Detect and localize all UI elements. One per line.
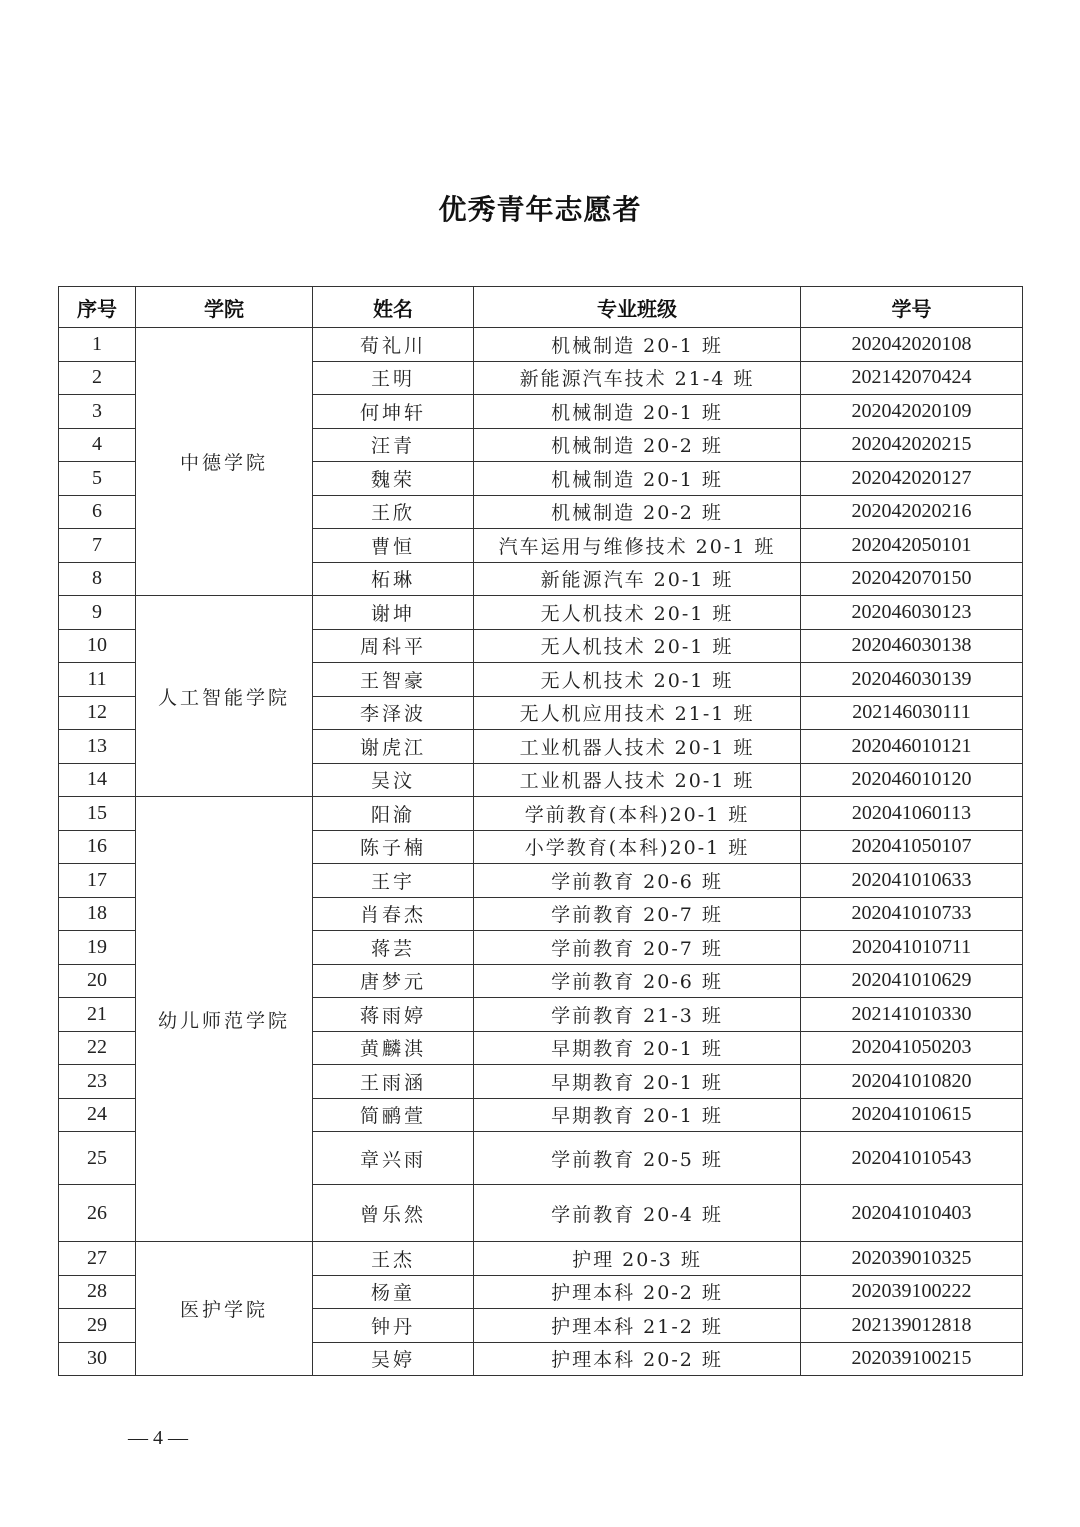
cell-seq: 18 <box>59 897 136 931</box>
cell-college: 中德学院 <box>136 328 313 596</box>
cell-name: 曾乐然 <box>313 1185 474 1242</box>
cell-major: 新能源汽车 20-1 班 <box>474 562 801 596</box>
cell-name: 王杰 <box>313 1242 474 1276</box>
cell-student-id: 202142070424 <box>801 361 1023 395</box>
cell-student-id: 202039010325 <box>801 1242 1023 1276</box>
cell-major: 机械制造 20-2 班 <box>474 495 801 529</box>
cell-name: 简鹂萱 <box>313 1098 474 1132</box>
cell-major: 汽车运用与维修技术 20-1 班 <box>474 529 801 563</box>
cell-major: 工业机器人技术 20-1 班 <box>474 763 801 797</box>
cell-seq: 26 <box>59 1185 136 1242</box>
cell-major: 机械制造 20-1 班 <box>474 328 801 362</box>
cell-student-id: 202041010820 <box>801 1065 1023 1099</box>
cell-major: 无人机技术 20-1 班 <box>474 663 801 697</box>
cell-major: 小学教育(本科)20-1 班 <box>474 830 801 864</box>
cell-name: 魏荣 <box>313 462 474 496</box>
cell-seq: 16 <box>59 830 136 864</box>
cell-name: 肖春杰 <box>313 897 474 931</box>
cell-major: 早期教育 20-1 班 <box>474 1031 801 1065</box>
cell-seq: 20 <box>59 964 136 998</box>
cell-college: 人工智能学院 <box>136 596 313 797</box>
cell-student-id: 202041010733 <box>801 897 1023 931</box>
cell-major: 无人机应用技术 21-1 班 <box>474 696 801 730</box>
cell-student-id: 202039100222 <box>801 1275 1023 1309</box>
cell-seq: 9 <box>59 596 136 630</box>
cell-name: 李泽波 <box>313 696 474 730</box>
cell-student-id: 202146030111 <box>801 696 1023 730</box>
header-seq: 序号 <box>59 287 136 328</box>
cell-name: 周科平 <box>313 629 474 663</box>
table-row <box>59 1242 1023 1276</box>
cell-college: 幼儿师范学院 <box>136 797 313 1242</box>
cell-name: 陈子楠 <box>313 830 474 864</box>
cell-seq: 25 <box>59 1132 136 1185</box>
cell-student-id: 202041010543 <box>801 1132 1023 1185</box>
cell-seq: 2 <box>59 361 136 395</box>
cell-seq: 12 <box>59 696 136 730</box>
cell-seq: 29 <box>59 1309 136 1343</box>
cell-name: 王明 <box>313 361 474 395</box>
table-body <box>59 328 1023 1376</box>
cell-major: 早期教育 20-1 班 <box>474 1065 801 1099</box>
cell-name: 王智豪 <box>313 663 474 697</box>
cell-student-id: 202042020216 <box>801 495 1023 529</box>
cell-major: 护理本科 20-2 班 <box>474 1342 801 1376</box>
cell-seq: 15 <box>59 797 136 831</box>
table-row <box>59 328 1023 362</box>
cell-name: 谢坤 <box>313 596 474 630</box>
table-row <box>59 797 1023 831</box>
cell-student-id: 202046010121 <box>801 730 1023 764</box>
volunteer-table <box>58 286 1023 1376</box>
cell-student-id: 202141010330 <box>801 998 1023 1032</box>
cell-student-id: 202041010615 <box>801 1098 1023 1132</box>
cell-student-id: 202041050107 <box>801 830 1023 864</box>
cell-major: 护理 20-3 班 <box>474 1242 801 1276</box>
cell-name: 谢虎江 <box>313 730 474 764</box>
cell-name: 阳渝 <box>313 797 474 831</box>
cell-seq: 14 <box>59 763 136 797</box>
cell-seq: 28 <box>59 1275 136 1309</box>
cell-name: 蒋芸 <box>313 931 474 965</box>
cell-major: 机械制造 20-2 班 <box>474 428 801 462</box>
cell-student-id: 202046010120 <box>801 763 1023 797</box>
cell-name: 柘琳 <box>313 562 474 596</box>
cell-student-id: 202041010633 <box>801 864 1023 898</box>
cell-name: 黄麟淇 <box>313 1031 474 1065</box>
cell-student-id: 202139012818 <box>801 1309 1023 1343</box>
cell-major: 新能源汽车技术 21-4 班 <box>474 361 801 395</box>
cell-major: 学前教育 20-6 班 <box>474 964 801 998</box>
cell-major: 学前教育 20-5 班 <box>474 1132 801 1185</box>
page-number: — 4 — <box>128 1427 188 1449</box>
cell-student-id: 202046030123 <box>801 596 1023 630</box>
cell-seq: 10 <box>59 629 136 663</box>
cell-seq: 23 <box>59 1065 136 1099</box>
cell-major: 学前教育 20-7 班 <box>474 931 801 965</box>
cell-seq: 6 <box>59 495 136 529</box>
cell-seq: 8 <box>59 562 136 596</box>
cell-major: 学前教育 21-3 班 <box>474 998 801 1032</box>
cell-major: 学前教育 20-4 班 <box>474 1185 801 1242</box>
cell-student-id: 202041060113 <box>801 797 1023 831</box>
cell-name: 钟丹 <box>313 1309 474 1343</box>
cell-major: 护理本科 20-2 班 <box>474 1275 801 1309</box>
cell-seq: 22 <box>59 1031 136 1065</box>
cell-seq: 4 <box>59 428 136 462</box>
cell-student-id: 202041010711 <box>801 931 1023 965</box>
cell-student-id: 202041010403 <box>801 1185 1023 1242</box>
page-title: 优秀青年志愿者 <box>438 193 642 226</box>
header-major: 专业班级 <box>474 287 801 328</box>
cell-student-id: 202039100215 <box>801 1342 1023 1376</box>
cell-student-id: 202046030138 <box>801 629 1023 663</box>
cell-seq: 19 <box>59 931 136 965</box>
cell-major: 学前教育 20-7 班 <box>474 897 801 931</box>
header-name: 姓名 <box>313 287 474 328</box>
cell-name: 荀礼川 <box>313 328 474 362</box>
cell-name: 王宇 <box>313 864 474 898</box>
cell-student-id: 202046030139 <box>801 663 1023 697</box>
cell-name: 吴婷 <box>313 1342 474 1376</box>
cell-student-id: 202042020108 <box>801 328 1023 362</box>
cell-seq: 24 <box>59 1098 136 1132</box>
cell-name: 杨童 <box>313 1275 474 1309</box>
cell-seq: 5 <box>59 462 136 496</box>
table-row <box>59 596 1023 630</box>
cell-name: 唐梦元 <box>313 964 474 998</box>
cell-major: 护理本科 21-2 班 <box>474 1309 801 1343</box>
cell-name: 蒋雨婷 <box>313 998 474 1032</box>
cell-name: 汪青 <box>313 428 474 462</box>
cell-name: 吴汶 <box>313 763 474 797</box>
cell-major: 学前教育(本科)20-1 班 <box>474 797 801 831</box>
cell-student-id: 202042020127 <box>801 462 1023 496</box>
table-header-row <box>59 287 1023 328</box>
cell-student-id: 202042050101 <box>801 529 1023 563</box>
cell-seq: 30 <box>59 1342 136 1376</box>
cell-major: 无人机技术 20-1 班 <box>474 596 801 630</box>
cell-seq: 13 <box>59 730 136 764</box>
cell-name: 曹恒 <box>313 529 474 563</box>
header-student-id: 学号 <box>801 287 1023 328</box>
cell-major: 学前教育 20-6 班 <box>474 864 801 898</box>
cell-seq: 3 <box>59 395 136 429</box>
cell-student-id: 202041050203 <box>801 1031 1023 1065</box>
cell-major: 机械制造 20-1 班 <box>474 462 801 496</box>
cell-student-id: 202042020215 <box>801 428 1023 462</box>
cell-major: 无人机技术 20-1 班 <box>474 629 801 663</box>
cell-seq: 27 <box>59 1242 136 1276</box>
header-college: 学院 <box>136 287 313 328</box>
cell-student-id: 202042070150 <box>801 562 1023 596</box>
cell-seq: 7 <box>59 529 136 563</box>
cell-name: 章兴雨 <box>313 1132 474 1185</box>
cell-major: 工业机器人技术 20-1 班 <box>474 730 801 764</box>
cell-major: 早期教育 20-1 班 <box>474 1098 801 1132</box>
cell-seq: 17 <box>59 864 136 898</box>
cell-college: 医护学院 <box>136 1242 313 1376</box>
cell-seq: 21 <box>59 998 136 1032</box>
cell-seq: 1 <box>59 328 136 362</box>
cell-student-id: 202041010629 <box>801 964 1023 998</box>
cell-name: 王欣 <box>313 495 474 529</box>
cell-major: 机械制造 20-1 班 <box>474 395 801 429</box>
cell-student-id: 202042020109 <box>801 395 1023 429</box>
cell-name: 何坤轩 <box>313 395 474 429</box>
cell-name: 王雨涵 <box>313 1065 474 1099</box>
cell-seq: 11 <box>59 663 136 697</box>
